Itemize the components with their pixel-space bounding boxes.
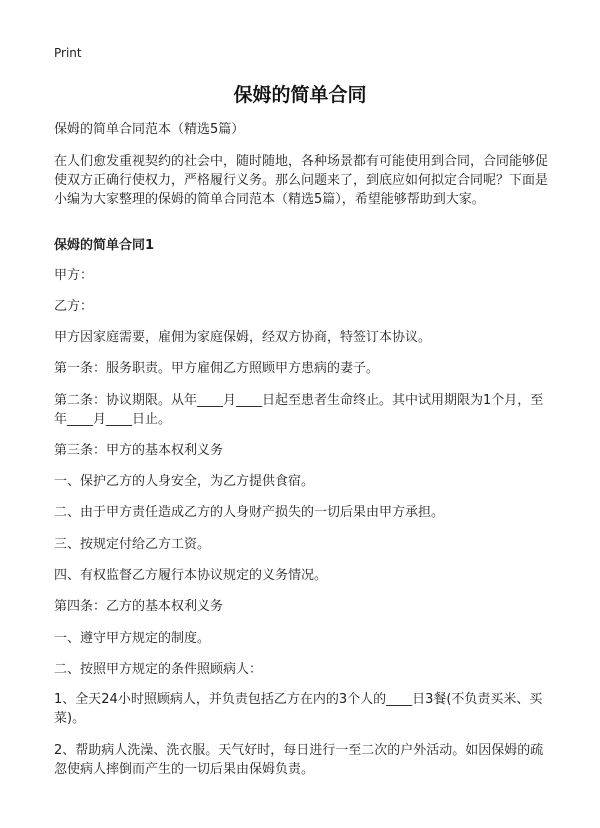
article-4-subitem-2: 2、帮助病人洗澡、洗衣服。天气好时，每日进行一至二次的户外活动。如因保姆的疏忽使病人摔倒而产生的一切后果由保姆负责。 (54, 743, 544, 777)
article-3-item-1: 一、保护乙方的人身安全，为乙方提供食宿。 (54, 474, 315, 489)
article-4-item-2: 二、按照甲方规定的条件照顾病人： (54, 662, 263, 677)
contract-heading: 保姆的简单合同1 (54, 238, 155, 253)
article-3-item-4: 四、有权监督乙方履行本协议规定的义务情况。 (54, 568, 328, 583)
party-a-line: 甲方： (54, 268, 94, 283)
article-3-title: 第三条：甲方的基本权利义务 (54, 443, 224, 458)
preamble-paragraph: 甲方因家庭需要，雇佣为家庭保姆，经双方协商，特签订本协议。 (54, 330, 432, 345)
article-1: 第一条：服务职责。甲方雇佣乙方照顾甲方患病的妻子。 (54, 361, 380, 376)
article-4-title: 第四条：乙方的基本权利义务 (54, 599, 224, 614)
page-title: 保姆的简单合同 (233, 84, 367, 106)
document-subtitle: 保姆的简单合同范本（精选5篇） (54, 122, 245, 137)
print-link[interactable]: Print (54, 46, 82, 60)
article-4-item-1: 一、遵守甲方规定的制度。 (54, 631, 211, 646)
article-3-item-3: 三、按规定付给乙方工资。 (54, 537, 211, 552)
article-3-item-2: 二、由于甲方责任造成乙方的人身财产损失的一切后果由甲方承担。 (54, 505, 445, 520)
article-4-subitem-1: 1、全天24小时照顾病人，并负责包括乙方在内的3个人的____日3餐(不负责买米、买菜)。 (54, 692, 543, 726)
article-2: 第二条：协议期限。从年____月____日起至患者生命终止。其中试用期限为1个月，至年____月____日止。 (54, 393, 544, 427)
party-b-line: 乙方： (54, 299, 94, 314)
intro-paragraph: 在人们愈发重视契约的社会中，随时随地，各种场景都有可能使用到合同，合同能够促使双方正确行使权力，严格履行义务。那么问题来了，到底应如何拟定合同呢？下面是小编为大家整理的保姆的简单合同范本（精选5篇），希望能够帮助到大家。 (54, 154, 549, 207)
